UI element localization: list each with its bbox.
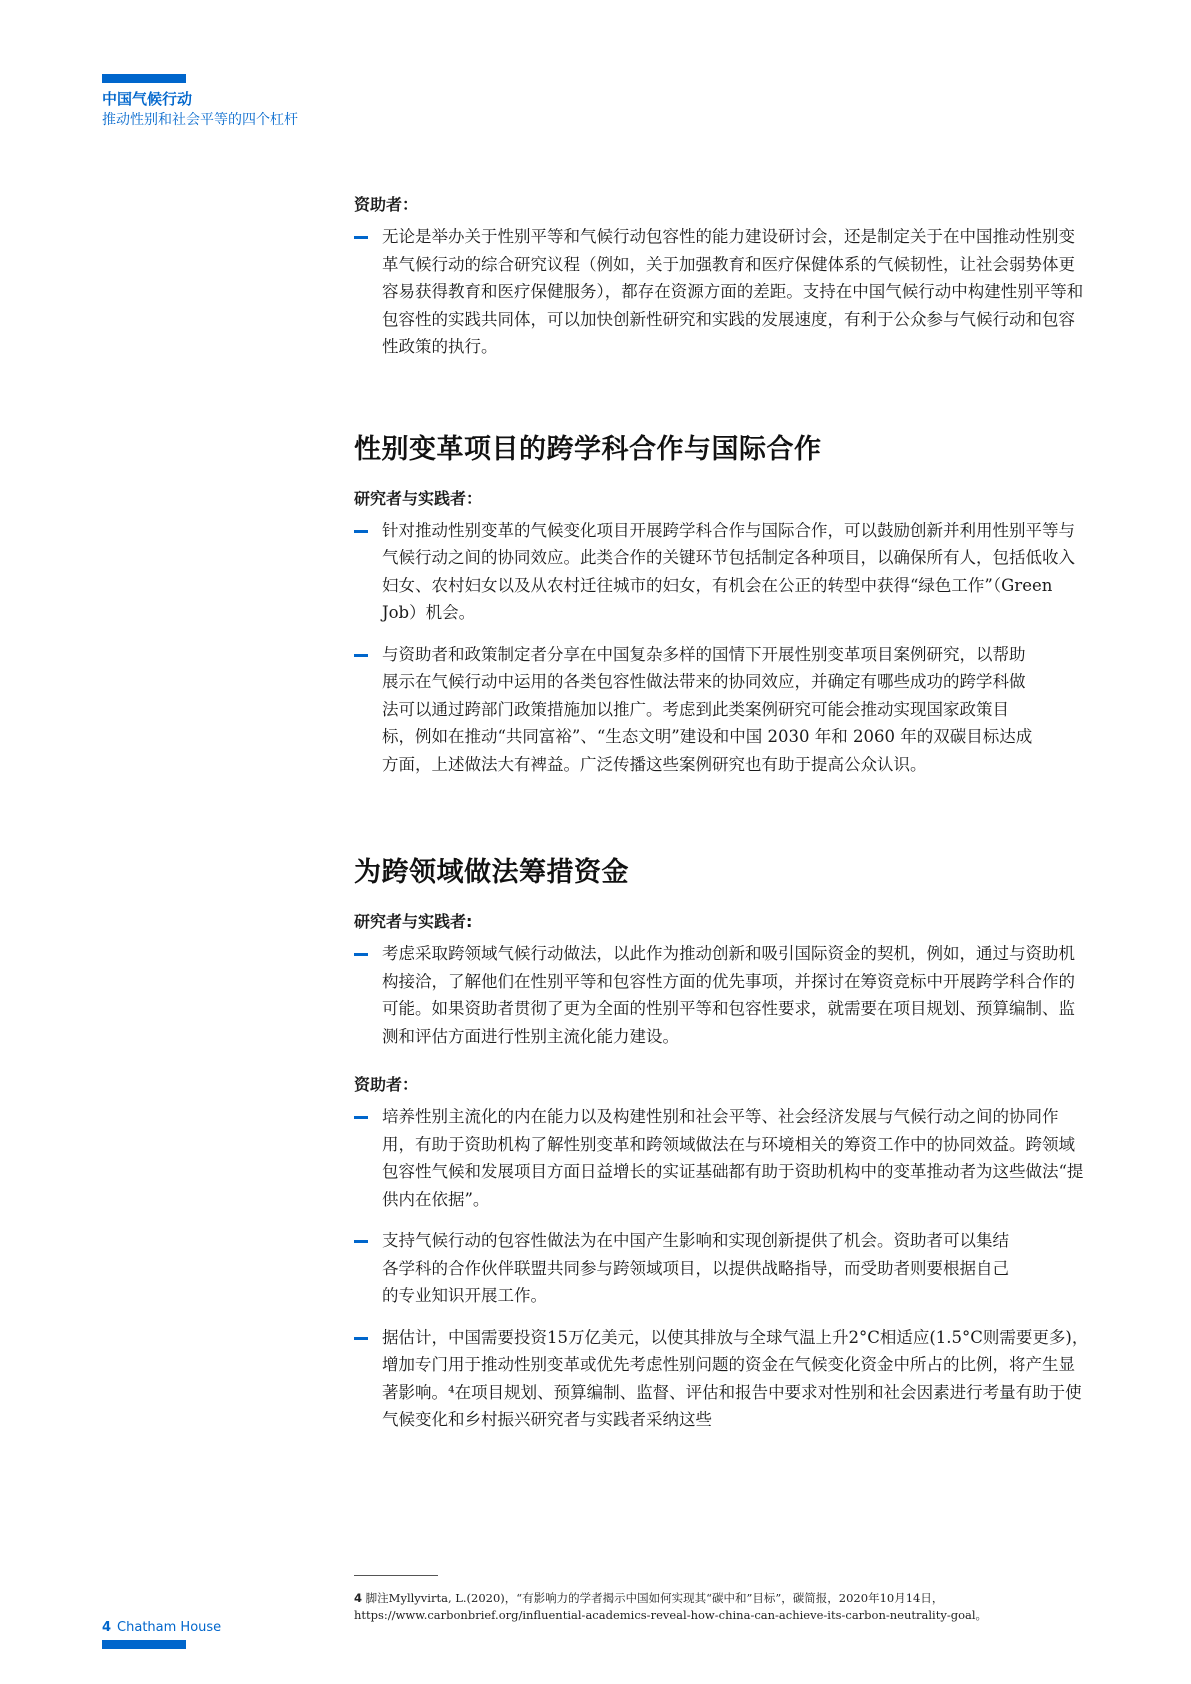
list-item-text: 无论是举办关于性别平等和气候行动包容性的能力建设研讨会，还是制定关于在中国推动性别变革气候行动的综合研究议程（例如，关于加强教育和医疗保健体系的气候韧性，让社会弱势体更容易获得教育和医疗保健服务），都存在资源方面的差距。支持在中国气候行动中构建性别平等和包容性的实践共同体，可以加快创新性研究和实践的发展速度，有利于公众参与气候行动和包容性政策的执行。 <box>382 227 1084 356</box>
researchers-label: 研究者与实践者: <box>354 912 473 931</box>
dash-bullet-icon <box>354 654 368 657</box>
dash-bullet-icon <box>354 530 368 533</box>
list-item-text: 据估计，中国需要投资15万亿美元，以使其排放与全球气温上升2°C相适应(1.5°C则需要更多)，增加专门用于推动性别变革或优先考虑性别问题的资金在气候变化资金中所占的比例，将产生显著影响。⁴在项目规划、预算编制、监督、评估和报告中要求对性别和社会因素进行考量有助于使气候变化和乡村振兴研究者与实践者采纳这些 <box>382 1327 1089 1429</box>
funding-researchers-list <box>354 940 1090 1050</box>
footnote-text: 脚注Myllyvirta, L.(2020)，“有影响力的学者揭示中国如何实现其“碳中和”目标”，碳简报，2020年10月14日，https://www.carbonbrief.org/influential-academics-reveal-how-china-can-achieve-its-carbon-neutrality-goal。 <box>354 1591 988 1622</box>
report-subtitle: 推动性别和社会平等的四个杠杆 <box>102 112 298 128</box>
list-item <box>354 1324 1090 1434</box>
footer-accent-bar <box>102 1640 186 1649</box>
dash-bullet-icon <box>354 236 368 239</box>
page-number: 4 <box>102 1620 112 1635</box>
funders-list <box>354 223 1090 361</box>
list-item <box>354 223 1090 361</box>
funders-label: 资助者： <box>354 1075 419 1094</box>
funders-label: 资助者： <box>354 195 419 214</box>
header-accent-bar <box>102 74 186 83</box>
dash-bullet-icon <box>354 1116 368 1119</box>
list-item <box>354 940 1090 1050</box>
list-item-text: 针对推动性别变革的气候变化项目开展跨学科合作与国际合作，可以鼓励创新并利用性别平等与气候行动之间的协同效应。此类合作的关键环节包括制定各种项目，以确保所有人，包括低收入妇女、农村妇女以及从农村迁往城市的妇女，有机会在公正的转型中获得“绿色工作”（Green Job）机会。 <box>382 520 1075 622</box>
list-item-text: 与资助者和政策制定者分享在中国复杂多样的国情下开展性别变革项目案例研究，以帮助展示在气候行动中运用的各类包容性做法带来的协同效应，并确定有哪些成功的跨学科做法可以通过跨部门政策措施加以推广。考虑到此类案例研究可能会推动实现国家政策目标，例如在推动“共同富裕”、“生态文明”建设和中国 2030 年和 2060 年的双碳目标达成方面，上述做法大有裨益。广泛传播这些案例研究也有助于提高公众认识。 <box>382 644 1033 774</box>
main-content <box>354 192 1090 1448</box>
list-item <box>354 641 1090 779</box>
footnote-number: 4 <box>354 1591 363 1605</box>
section-heading-funding: 为跨领域做法筹措资金 <box>354 857 629 888</box>
collaboration-list <box>354 517 1090 779</box>
researchers-label: 研究者与实践者： <box>354 488 483 508</box>
footnote <box>354 1590 1114 1624</box>
dash-bullet-icon <box>354 1240 368 1243</box>
dash-bullet-icon <box>354 1337 368 1340</box>
list-item <box>354 1103 1090 1213</box>
list-item-text: 支持气候行动的包容性做法为在中国产生影响和实现创新提供了机会。资助者可以集结各学科的合作伙伴联盟共同参与跨领域项目，以提供战略指导，而受助者则要根据自己的专业知识开展工作。 <box>382 1231 1009 1305</box>
dash-bullet-icon <box>354 953 368 956</box>
footnote-divider <box>354 1575 438 1576</box>
list-item-text: 培养性别主流化的内在能力以及构建性别和社会平等、社会经济发展与气候行动之间的协同作用，有助于资助机构了解性别变革和跨领域做法在与环境相关的筹资工作中的协同效益。跨领域包容性气候和发展项目方面日益增长的实证基础都有助于资助机构中的变革推动者为这些做法“提供内在依据”。 <box>382 1107 1084 1209</box>
page-footer <box>102 1620 221 1635</box>
list-item-text: 考虑采取跨领域气候行动做法，以此作为推动创新和吸引国际资金的契机，例如，通过与资助机构接洽，了解他们在性别平等和包容性方面的优先事项，并探讨在筹资竞标中开展跨学科合作的可能。如果资助者贯彻了更为全面的性别平等和包容性要求，就需要在项目规划、预算编制、监测和评估方面进行性别主流化能力建设。 <box>382 944 1075 1046</box>
funding-funders-list <box>354 1103 1090 1434</box>
list-item <box>354 1227 1090 1310</box>
list-item <box>354 517 1090 627</box>
section-heading-collaboration: 性别变革项目的跨学科合作与国际合作 <box>354 433 822 465</box>
report-title: 中国气候行动 <box>102 90 193 108</box>
publisher-name: Chatham House <box>117 1620 222 1635</box>
